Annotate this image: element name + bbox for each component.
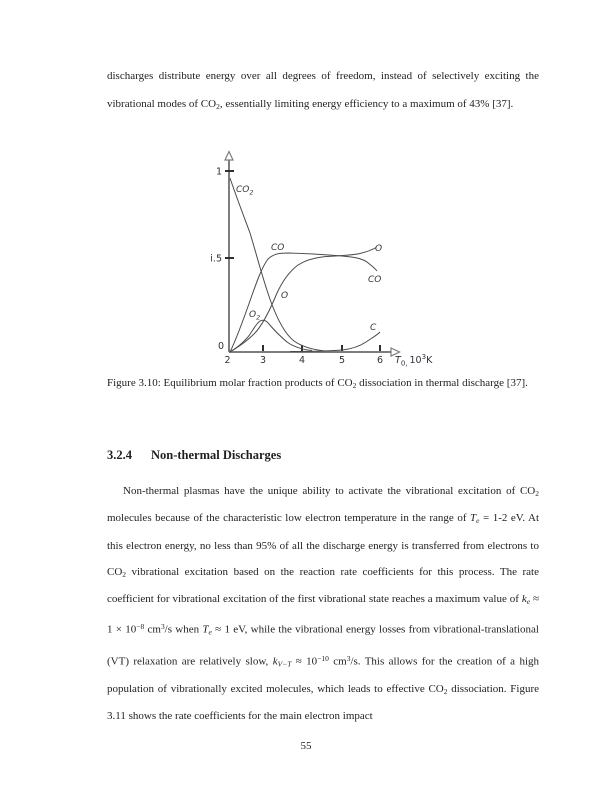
y-tick-label-0: 0 [217, 341, 224, 352]
y-tick-label-1: 1 [215, 166, 222, 178]
equilibrium-chart [190, 140, 440, 372]
co2-curve-label: $CO_2$ [236, 185, 254, 197]
x-tick-label-4: 4 [298, 355, 306, 366]
figure-caption: Figure 3.10: Equilibrium molar fraction products of $CO_2$ dissociation in thermal discharge [37]. [107, 377, 528, 390]
y-axis-arrow-icon [225, 152, 233, 161]
x-tick-label-2: 2 [224, 355, 231, 366]
section-number: 3.2.4 [107, 448, 132, 462]
o-curve [230, 248, 376, 353]
x-tick-label-5: 5 [338, 355, 346, 366]
page-number: 55 [300, 740, 312, 752]
c-curve [290, 332, 380, 352]
section-heading [107, 448, 281, 463]
o2-curve [230, 320, 312, 352]
o-right-curve-label: O [375, 244, 383, 254]
c-curve-label: C [370, 323, 377, 333]
x-axis-title: T0, $10^3_K$ [395, 353, 433, 368]
o2-curve-label: $O_2$ [249, 310, 261, 322]
o-curve-label: O [281, 291, 289, 301]
body-paragraph: Non-thermal plasmas have the unique ability to activate the vibrational excitation of $CO_2$ molecules because of the characteristic low electron temperature in the range of Te = 1-2 eV. At this electron energy, no less than 95% of all the discharge energy is transferred from electrons to $CO_2$ vibrational excitation based on the reaction rate coefficients for this process. The rate coefficient for vibrational excitation of the first vibrational state reaches a maximum value of ke ≈ $1 \times 10^{-8}$ $cm^3/s$ when Te ≈ 1 eV, while the vibrational energy losses from vibrational-translational (VT) relaxation are relatively slow, $kV-T \approx 10^{-10}$ $cm^3/s$. This allows for the creation of a high population of vibrationally excited molecules, which leads to effective $CO_2$ dissociation. Figure 3.11 shows the rate coefficients for the main electron impact [107, 485, 539, 723]
section-title: Non-thermal Discharges [151, 448, 282, 462]
x-tick-label-3: 3 [259, 355, 267, 366]
intro-paragraph: discharges distribute energy over all degrees of freedom, instead of selectively exciting the vibrational modes of $CO_2$, essentially limiting energy efficiency to a maximum of 43% [37]. [107, 70, 539, 111]
co-curve [230, 253, 377, 352]
x-tick-label-6: 6 [376, 355, 384, 366]
co-right-curve-label: CO [368, 275, 382, 285]
co-curve-label: CO [271, 243, 285, 253]
y-tick-label-0_5: i.5 [210, 253, 222, 265]
co2-curve [230, 178, 325, 351]
